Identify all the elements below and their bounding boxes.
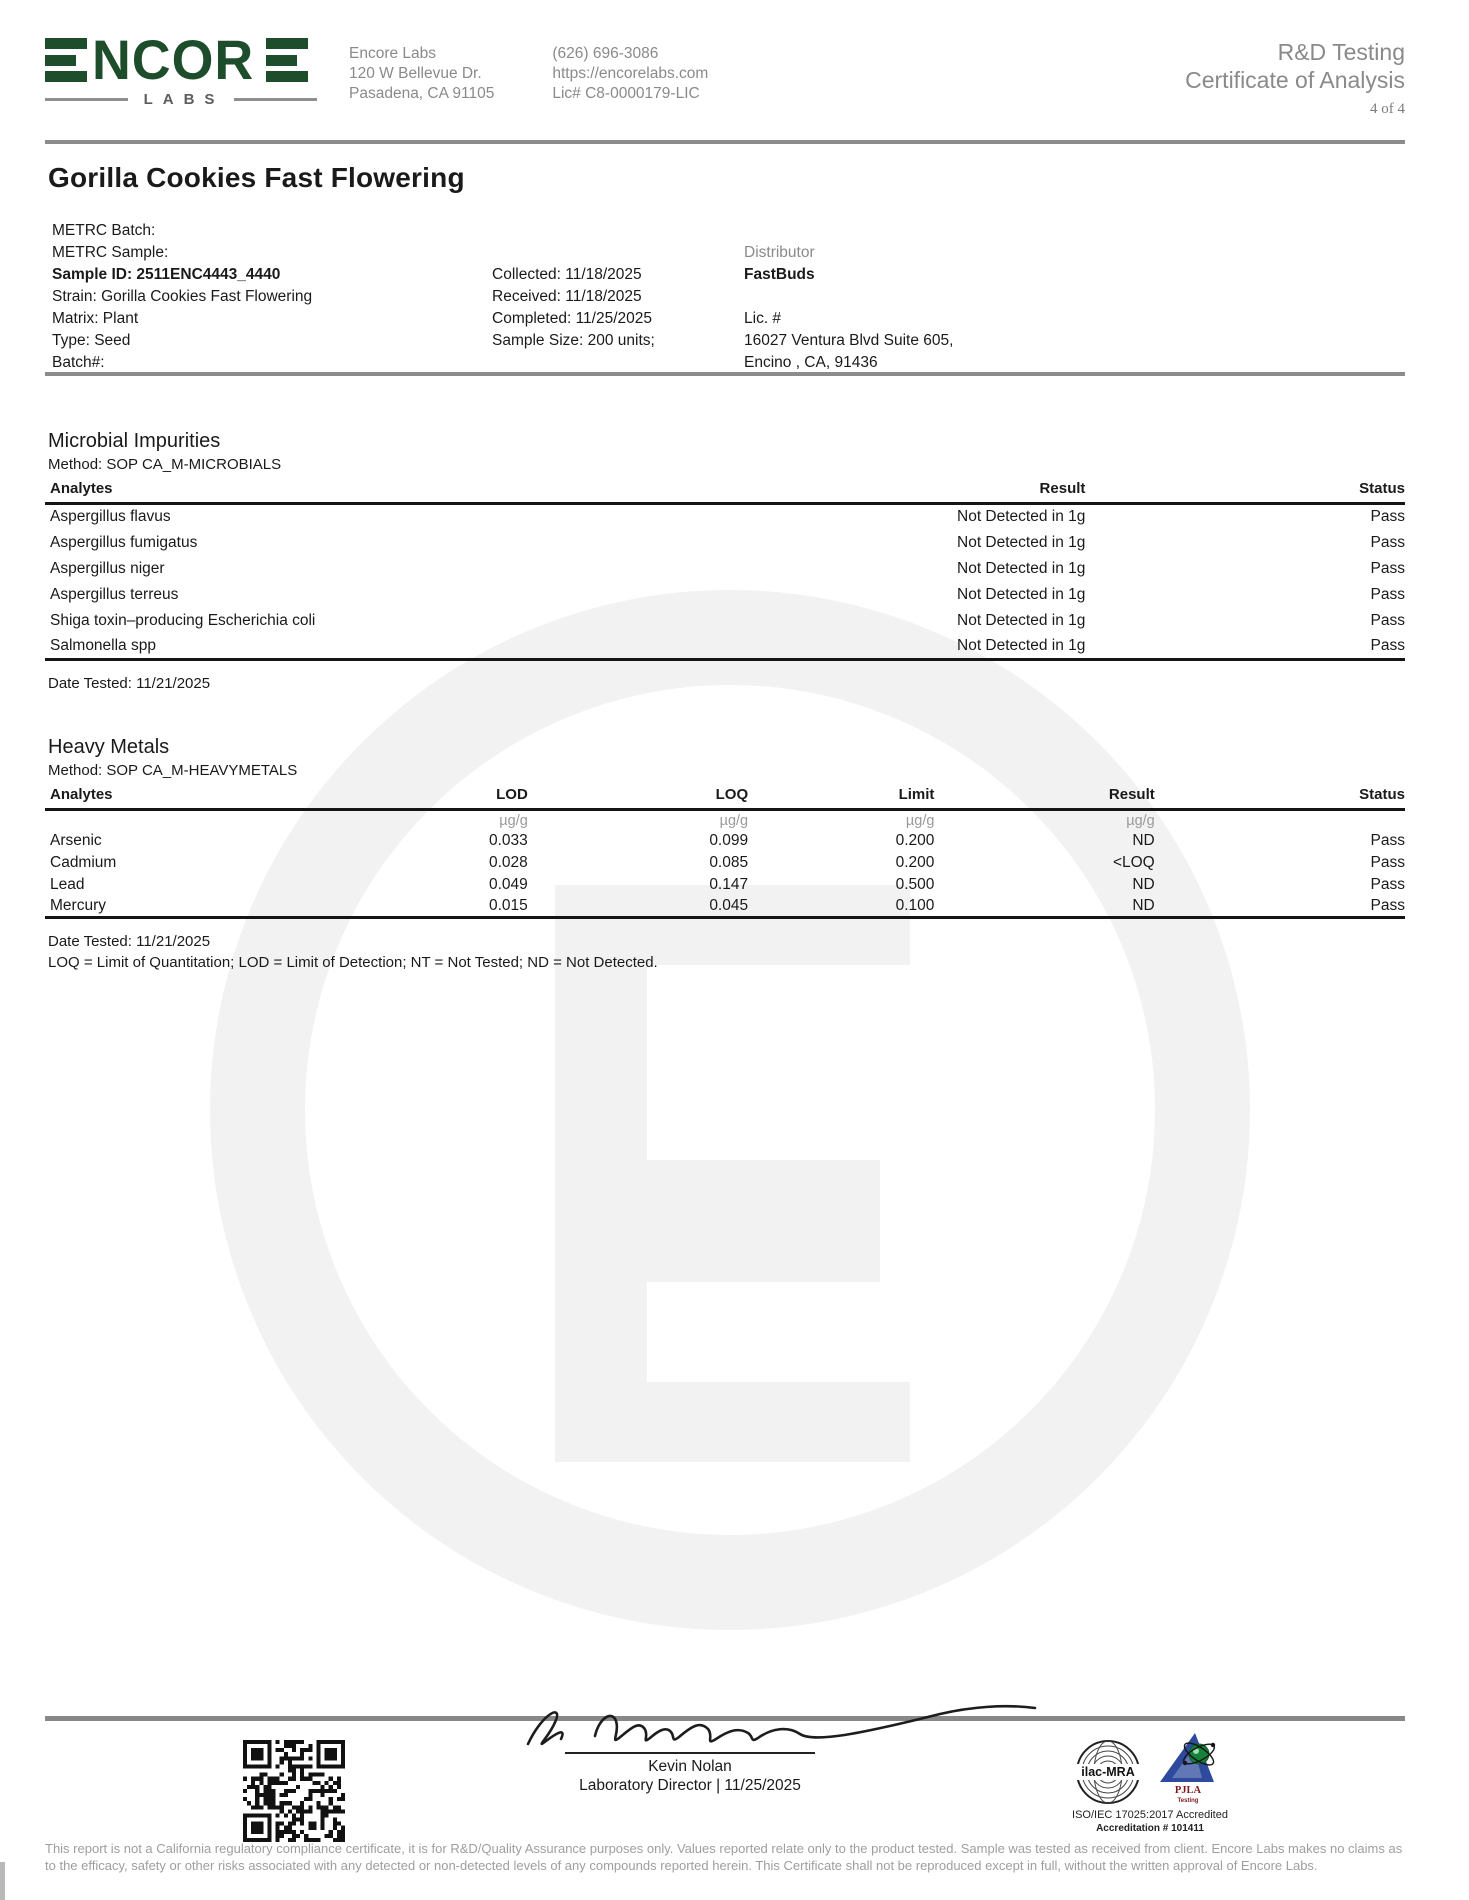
microbial-table — [45, 478, 1405, 661]
logo-e-glyph — [45, 38, 87, 82]
analyte-name: Mercury — [50, 896, 106, 914]
analyte-status: Pass — [1370, 831, 1405, 849]
unit-label: µg/g — [905, 813, 935, 830]
heavy-metals-section — [45, 736, 1405, 971]
analyte-status: Pass — [1370, 585, 1405, 603]
analyte-limit: 0.200 — [895, 853, 935, 871]
col-header-analytes: Analytes — [45, 784, 317, 810]
table-row — [45, 530, 1405, 556]
metrc-batch: METRC Batch: — [52, 222, 156, 239]
analyte-name: Salmonella spp — [50, 636, 156, 654]
distributor-street: 16027 Ventura Blvd Suite 605, — [744, 332, 954, 349]
microbial-section — [45, 430, 1405, 692]
accreditation-standard: ISO/IEC 17025:2017 Accredited — [1072, 1809, 1228, 1821]
signature-icon — [500, 1698, 1045, 1756]
analyte-loq: 0.147 — [709, 875, 749, 893]
analyte-result: ND — [1132, 875, 1155, 893]
disclaimer-text: This report is not a California regulatory compliance certificate, it is for R&D/Quality Assurance purposes only. Values reported relate only to the product tested. Sample was tested as received from client. Encore Labs makes no claims as to the efficacy, safety or other risks associated with any detected or non-detected levels of any compounds reported herein. This Certificate shall not be reproduced except in full, without the written approval of Encore Labs. — [45, 1841, 1403, 1873]
ilac-mra-logo — [1074, 1738, 1142, 1806]
col-header-result: Result — [934, 784, 1154, 810]
report-header — [45, 28, 1405, 118]
logo-e-glyph — [266, 38, 308, 82]
distributor-license: Lic. # — [744, 310, 782, 327]
accreditation-number: Accreditation # 101411 — [1096, 1823, 1204, 1834]
heavy-metals-method: Method: SOP CA_M-HEAVYMETALS — [48, 762, 298, 779]
units-row — [45, 810, 1405, 830]
analyte-name: Cadmium — [50, 853, 117, 871]
analyte-result: ND — [1132, 831, 1155, 849]
strain: Strain: Gorilla Cookies Fast Flowering — [52, 288, 313, 305]
table-row — [45, 830, 1405, 852]
signature-line — [565, 1752, 815, 1754]
logo-text: NCOR — [92, 28, 255, 91]
analyte-lod: 0.049 — [489, 875, 528, 893]
metrc-sample: METRC Sample: — [52, 244, 169, 261]
logo-labs-text: LABS — [143, 91, 225, 108]
analyte-name: Aspergillus fumigatus — [50, 533, 198, 551]
qr-code — [243, 1740, 345, 1842]
table-row — [45, 634, 1405, 660]
analyte-status: Pass — [1370, 875, 1405, 893]
heavy-metals-table — [45, 784, 1405, 919]
col-header-limit: Limit — [748, 784, 934, 810]
analyte-loq: 0.045 — [709, 896, 749, 914]
sample-id: Sample ID: 2511ENC4443_4440 — [52, 266, 281, 283]
unit-label: µg/g — [499, 813, 528, 830]
signatory-role: Laboratory Director | 11/25/2025 — [579, 1777, 801, 1794]
analyte-name: Aspergillus terreus — [50, 585, 179, 603]
heavy-metals-date-tested: Date Tested: 11/21/2025 — [48, 933, 211, 950]
analyte-lod: 0.015 — [489, 896, 528, 914]
analyte-status: Pass — [1370, 533, 1405, 551]
distributor-city: Encino , CA, 91436 — [744, 354, 878, 371]
microbial-title: Microbial Impurities — [48, 430, 221, 452]
analyte-result: Not Detected in 1g — [957, 585, 1086, 603]
col-header-status: Status — [1155, 784, 1405, 810]
pjla-logo — [1150, 1726, 1226, 1806]
microbial-method: Method: SOP CA_M-MICROBIALS — [48, 456, 282, 473]
received-date: Received: 11/18/2025 — [492, 288, 642, 305]
sample-size: Sample Size: 200 units; — [492, 332, 655, 349]
table-row — [45, 852, 1405, 874]
signature-block — [470, 1698, 910, 1795]
heavy-metals-title: Heavy Metals — [48, 736, 170, 758]
analyte-loq: 0.099 — [709, 831, 749, 849]
analyte-status: Pass — [1370, 636, 1405, 654]
col-header-lod: LOD — [317, 784, 528, 810]
col-header-status: Status — [1085, 478, 1405, 504]
completed-date: Completed: 11/25/2025 — [492, 310, 652, 327]
svg-text:PJLA: PJLA — [1174, 1785, 1202, 1796]
analyte-result: Not Detected in 1g — [957, 533, 1086, 551]
table-row — [45, 582, 1405, 608]
analyte-limit: 0.500 — [895, 875, 935, 893]
analyte-name: Shiga toxin–producing Escherichia coli — [50, 611, 316, 629]
signatory-name: Kevin Nolan — [648, 1758, 732, 1775]
table-row — [45, 608, 1405, 634]
distributor-label: Distributor — [744, 244, 815, 261]
col-header-analytes: Analytes — [45, 478, 725, 504]
lab-name: Encore Labs — [349, 45, 437, 62]
sample-info — [52, 220, 1405, 374]
analyte-name: Arsenic — [50, 831, 102, 849]
table-row — [45, 874, 1405, 896]
analyte-lod: 0.028 — [489, 853, 528, 871]
doc-title: Certificate of Analysis — [1185, 67, 1405, 93]
analyte-loq: 0.085 — [709, 853, 749, 871]
lab-address-block — [349, 38, 494, 104]
analyte-result: Not Detected in 1g — [957, 508, 1086, 526]
microbial-date-tested: Date Tested: 11/21/2025 — [48, 675, 211, 692]
analyte-limit: 0.100 — [895, 896, 935, 914]
unit-label: µg/g — [719, 813, 749, 830]
lab-contact-block — [552, 38, 708, 104]
lab-city: Pasadena, CA 91105 — [349, 85, 495, 102]
document-type-block — [1185, 38, 1405, 118]
unit-label: µg/g — [1126, 813, 1155, 830]
analyte-status: Pass — [1370, 896, 1405, 914]
report-type: R&D Testing — [1277, 39, 1405, 65]
col-header-loq: LOQ — [528, 784, 748, 810]
analyte-result: ND — [1132, 896, 1155, 914]
accreditation-block — [1000, 1726, 1300, 1834]
table-row — [45, 556, 1405, 582]
svg-text:ilac-MRA: ilac-MRA — [1081, 1765, 1135, 1779]
table-row — [45, 896, 1405, 918]
lab-phone: (626) 696-3086 — [552, 45, 659, 62]
sample-type: Type: Seed — [52, 332, 131, 349]
analyte-result: <LOQ — [1112, 853, 1155, 871]
abbreviation-legend: LOQ = Limit of Quantitation; LOD = Limit of Detection; NT = Not Tested; ND = Not Detected. — [48, 954, 658, 971]
lab-website: https://encorelabs.com — [552, 65, 709, 82]
lab-license: Lic# C8-0000179-LIC — [552, 85, 700, 102]
svg-text:Testing: Testing — [1177, 1798, 1199, 1804]
distributor-name: FastBuds — [744, 266, 815, 283]
analyte-limit: 0.200 — [895, 831, 935, 849]
table-row — [45, 504, 1405, 530]
analyte-lod: 0.033 — [489, 831, 528, 849]
header-rule — [45, 140, 1405, 144]
analyte-name: Lead — [50, 875, 85, 893]
lab-street: 120 W Bellevue Dr. — [349, 65, 482, 82]
analyte-status: Pass — [1370, 611, 1405, 629]
analyte-result: Not Detected in 1g — [957, 611, 1086, 629]
analyte-status: Pass — [1370, 508, 1405, 526]
info-divider-rule — [45, 372, 1405, 376]
collected-date: Collected: 11/18/2025 — [492, 266, 642, 283]
analyte-result: Not Detected in 1g — [957, 559, 1086, 577]
matrix: Matrix: Plant — [52, 310, 139, 327]
encore-labs-logo — [45, 28, 317, 108]
analyte-status: Pass — [1370, 559, 1405, 577]
sample-title: Gorilla Cookies Fast Flowering — [48, 162, 465, 193]
page-number: 4 of 4 — [1370, 101, 1405, 117]
batch-number: Batch#: — [52, 354, 105, 371]
analyte-status: Pass — [1370, 853, 1405, 871]
analyte-name: Aspergillus niger — [50, 559, 165, 577]
analyte-name: Aspergillus flavus — [50, 508, 171, 526]
analyte-result: Not Detected in 1g — [957, 636, 1086, 654]
col-header-result: Result — [725, 478, 1085, 504]
